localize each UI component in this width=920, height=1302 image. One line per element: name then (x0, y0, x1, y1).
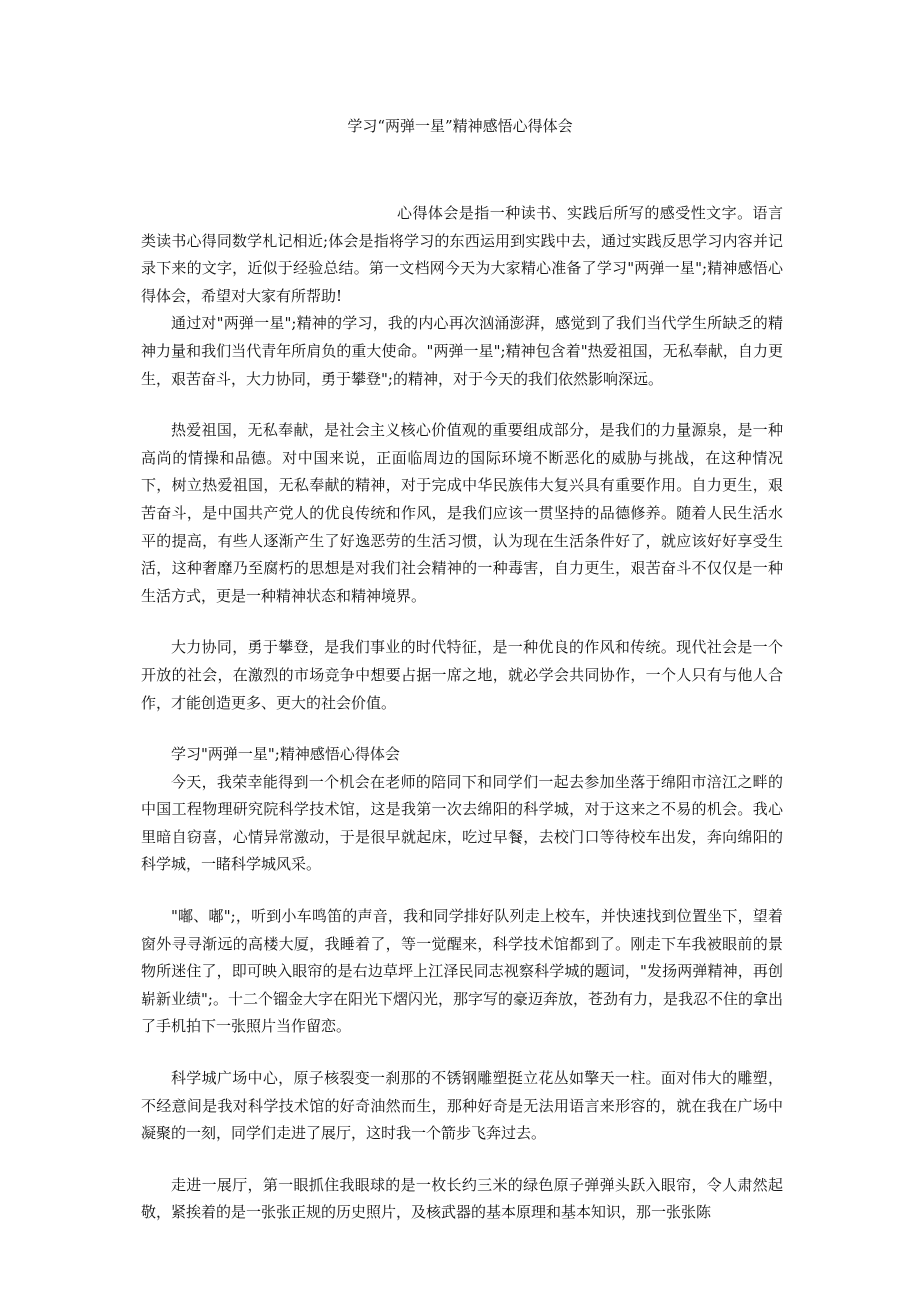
paragraph: 科学城广场中心，原子核裂变一刹那的不锈钢雕塑挺立花丛如擎天一柱。面对伟大的雕塑，不经意间是我对科学技术馆的好奇油然而生，那种好奇是无法用语言来形容的，就在我在广场中凝聚的一刻，同学们走进了展厅，这时我一个箭步飞奔过去。 (141, 1069, 783, 1143)
document-body (141, 200, 783, 1227)
paragraph: 走进一展厅，第一眼抓住我眼球的是一枚长约三米的绿色原子弹弹头跃入眼帘，令人肃然起敬，紧挨着的是一张张正规的历史照片，及核武器的基本原理和基本知识，那一张张陈 (141, 1175, 783, 1222)
paragraph: "嘟、嘟";，听到小车鸣笛的声音，我和同学排好队列走上校车，并快速找到位置坐下，望着窗外寻寻渐远的高楼大厦，我睡着了，等一觉醒来，科学技术馆都到了。刚走下车我被眼前的景物所迷住了，即可映入眼帘的是右边草坪上江泽民同志视察科学城的题词，"发扬两弹精神，再创崭新业绩";。十二个镏金大字在阳光下熠闪光，那字写的豪迈奔放，苍劲有力，是我忍不住的拿出了手机拍下一张照片当作留恋。 (141, 907, 783, 1036)
document-title: 学习“两弹一星”精神感悟心得体会 (347, 117, 573, 135)
paragraph: 今天，我荣幸能得到一个机会在老师的陪同下和同学们一起去参加坐落于绵阳市涪江之畔的中国工程物理研究院科学技术馆，这是我第一次去绵阳的科学城，对于这来之不易的机会。我心里暗自窃喜，心情异常激动，于是很早就起床，吃过早餐，去校门口等待校车出发，奔向绵阳的科学城，一睹科学城风采。 (141, 772, 783, 874)
section-heading: 学习"两弹一星";精神感悟心得体会 (171, 745, 400, 764)
paragraph: 通过对"两弹一星";精神的学习，我的内心再次汹涌澎湃，感觉到了我们当代学生所缺乏的精神力量和我们当代青年所肩负的重大使命。"两弹一星";精神包含着"热爱祖国，无私奉献，自力更生，艰苦奋斗，大力协同，勇于攀登";的精神，对于今天的我们依然影响深远。 (141, 314, 783, 388)
paragraph: 热爱祖国，无私奉献，是社会主义核心价值观的重要组成部分，是我们的力量源泉，是一种高尚的情操和品德。对中国来说，正面临周边的国际环境不断恶化的威胁与挑战，在这种情况下，树立热爱祖国，无私奉献的精神，对于完成中华民族伟大复兴具有重要作用。自力更生，艰苦奋斗，是中国共产党人的优良传统和作风，是我们应该一贯坚持的品德修养。随着人民生活水平的提高，有些人逐渐产生了好逸恶劳的生活习惯，认为现在生活条件好了，就应该好好享受生活，这种奢靡乃至腐朽的思想是对我们社会精神的一种毒害，自力更生，艰苦奋斗不仅仅是一种生活方式，更是一种精神状态和精神境界。 (141, 421, 783, 605)
paragraph-intro: 心得体会是指一种读书、实践后所写的感受性文字。语言类读书心得同数学札记相近;体会是指将学习的东西运用到实践中去，通过实践反思学习内容并记录下来的文字，近似于经验总结。第一文档网今天为大家精心准备了学习"两弹一星";精神感悟心得体会，希望对大家有所帮助! (141, 204, 783, 305)
paragraph: 大力协同，勇于攀登，是我们事业的时代特征，是一种优良的作风和传统。现代社会是一个开放的社会，在激烈的市场竞争中想要占据一席之地，就必学会共同协作，一个人只有与他人合作，才能创造更多、更大的社会价值。 (141, 638, 783, 712)
